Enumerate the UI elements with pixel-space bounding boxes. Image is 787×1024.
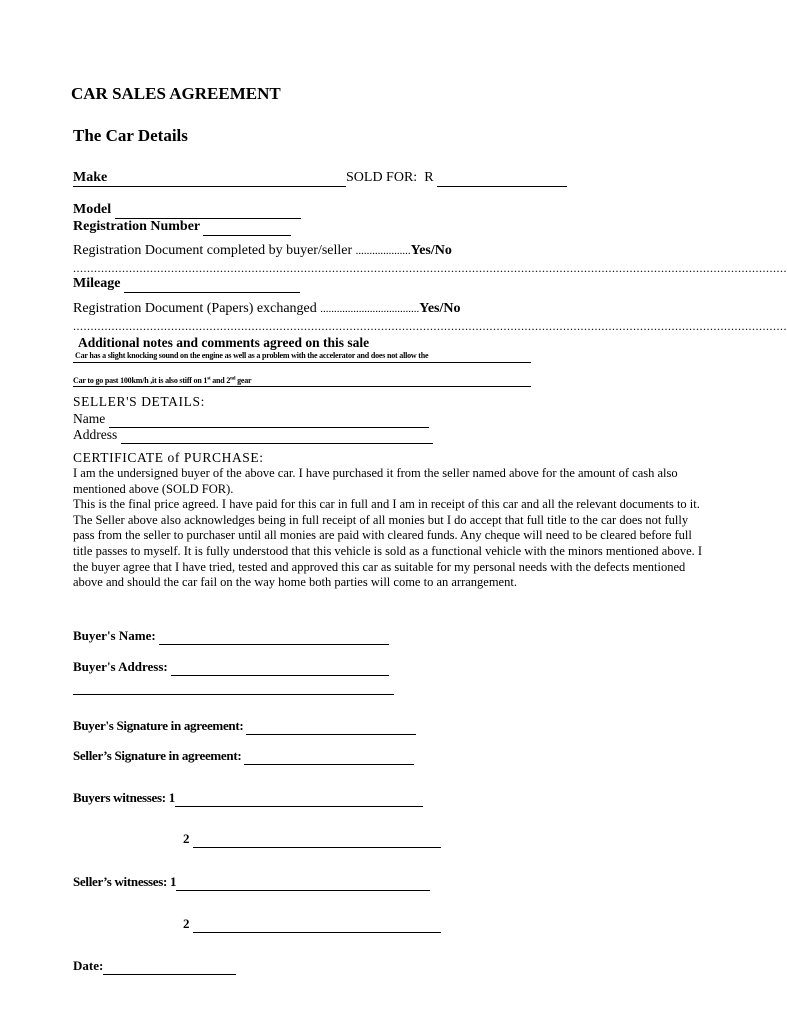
registration-number-row: [73, 219, 291, 236]
reg-doc-exchanged-row: [73, 301, 461, 317]
buyers-name-label: Buyer's Name:: [73, 628, 156, 643]
reg-doc-completed-yes-no[interactable]: Yes/No: [410, 243, 452, 258]
registration-number-label: Registration Number: [73, 219, 200, 234]
buyers-witness-2-row: [183, 831, 441, 848]
buyers-signature-row: [73, 718, 416, 735]
notes-line-2: [73, 376, 251, 385]
notes-heading: Additional notes and comments agreed on this sale: [78, 335, 370, 350]
model-field[interactable]: [115, 202, 301, 219]
sellers-signature-field[interactable]: [244, 748, 414, 765]
notes-line-2-text-b: and 2: [210, 376, 231, 385]
buyers-signature-field[interactable]: [246, 718, 416, 735]
car-details-heading: The Car Details: [73, 126, 188, 145]
make-field[interactable]: [73, 170, 346, 187]
model-label: Model: [73, 202, 112, 217]
sellers-witness-1-field[interactable]: [176, 874, 430, 891]
notes-line-1: Car has a slight knocking sound on the engine as well as a problem with the accelerator and does not allow the: [75, 351, 429, 360]
seller-address-label: Address: [73, 427, 118, 442]
sellers-witness-2-field[interactable]: [193, 916, 441, 933]
witness-number: 1: [170, 874, 177, 889]
buyers-witness-1-field[interactable]: [175, 790, 423, 807]
seller-address-field[interactable]: [121, 427, 433, 444]
seller-name-row: [73, 411, 429, 428]
certificate-body: [73, 466, 703, 591]
date-label: Date:: [73, 958, 104, 973]
buyers-witnesses-label: Buyers witnesses:: [73, 790, 166, 805]
witness-number: 2: [183, 831, 190, 846]
seller-name-label: Name: [73, 411, 106, 426]
buyers-address-row: [73, 659, 389, 676]
sellers-witness-2-row: [183, 916, 441, 933]
model-row: [73, 202, 301, 219]
reg-doc-completed-row: [73, 243, 452, 259]
witness-number: 2: [183, 916, 190, 931]
notes-underline-1: [73, 362, 531, 363]
sold-for-field[interactable]: [437, 170, 567, 187]
reg-doc-exchanged-label: Registration Document (Papers) exchanged: [73, 301, 317, 316]
date-field[interactable]: [103, 958, 236, 975]
seller-details-heading: SELLER'S DETAILS:: [73, 394, 205, 409]
buyers-address-line-2[interactable]: [73, 694, 394, 695]
sellers-signature-row: [73, 748, 414, 765]
sellers-witness-1-row: [73, 874, 430, 891]
buyers-address-label: Buyer's Address:: [73, 659, 168, 674]
buyers-name-row: [73, 628, 389, 645]
mileage-field[interactable]: [124, 276, 300, 293]
make-label: Make: [73, 170, 108, 185]
sold-for-currency: R: [424, 170, 434, 185]
witness-number: 1: [168, 790, 175, 805]
sellers-signature-label: Seller’s Signature in agreement:: [73, 748, 242, 763]
registration-number-field[interactable]: [203, 219, 291, 236]
sellers-witnesses-label: Seller’s witnesses:: [73, 874, 168, 889]
buyers-signature-label: Buyer's Signature in agreement:: [73, 718, 244, 733]
mileage-label: Mileage: [73, 276, 121, 291]
make-row: [73, 170, 567, 187]
notes-line-2-text-a: Car to go past 100km/h ,it is also stiff on 1: [73, 376, 208, 385]
notes-underline-2: [73, 386, 531, 387]
buyers-witness-2-field[interactable]: [193, 831, 441, 848]
dotted-line: ............................................................................................................................................................................................................: [73, 319, 787, 333]
reg-doc-exchanged-yes-no[interactable]: Yes/No: [419, 301, 461, 316]
certificate-heading: CERTIFICATE of PURCHASE:: [73, 450, 264, 465]
notes-line-2-sup-1: st: [207, 376, 211, 382]
date-row: [73, 958, 236, 975]
buyers-witness-1-row: [73, 790, 423, 807]
seller-address-row: [73, 427, 433, 444]
seller-name-field[interactable]: [109, 411, 429, 428]
document-title: CAR SALES AGREEMENT: [71, 84, 281, 103]
certificate-paragraph: This is the final price agreed. I have paid for this car in full and I am in receipt of this car and all the relevant documents to it.: [73, 497, 700, 512]
reg-doc-completed-label: Registration Document completed by buyer/seller: [73, 243, 353, 258]
reg-doc-exchanged-dots: ....................................: [320, 303, 420, 315]
reg-doc-completed-dots: ....................: [355, 245, 411, 257]
buyers-address-field[interactable]: [171, 659, 389, 676]
certificate-paragraph: I am the undersigned buyer of the above car. I have purchased it from the seller named above for the amount of cash also mentioned above (SOLD FOR).: [73, 466, 678, 496]
dotted-line: ............................................................................................................................................................................................................: [73, 261, 787, 275]
sold-for-label: SOLD FOR:: [346, 170, 418, 185]
certificate-paragraph: The Seller above also acknowledges being in full receipt of all monies but I do accept that full title to the car does not fully pass from the seller to purchaser until all monies are paid with cleared funds. Any cheque will need to be cleared before full title passes to myself. It is fully understood that this vehicle is sold as a functional vehicle with the minors mentioned above. I the buyer agree that I have tried, tested and approved this car as suitable for my personal needs with the defects mentioned above and should the car fail on the way home both parties will come to an arrangement.: [73, 512, 703, 590]
notes-line-2-sup-2: nd: [230, 376, 236, 382]
buyers-name-field[interactable]: [159, 628, 389, 645]
mileage-row: [73, 276, 300, 293]
notes-line-2-text-c: gear: [235, 376, 252, 385]
